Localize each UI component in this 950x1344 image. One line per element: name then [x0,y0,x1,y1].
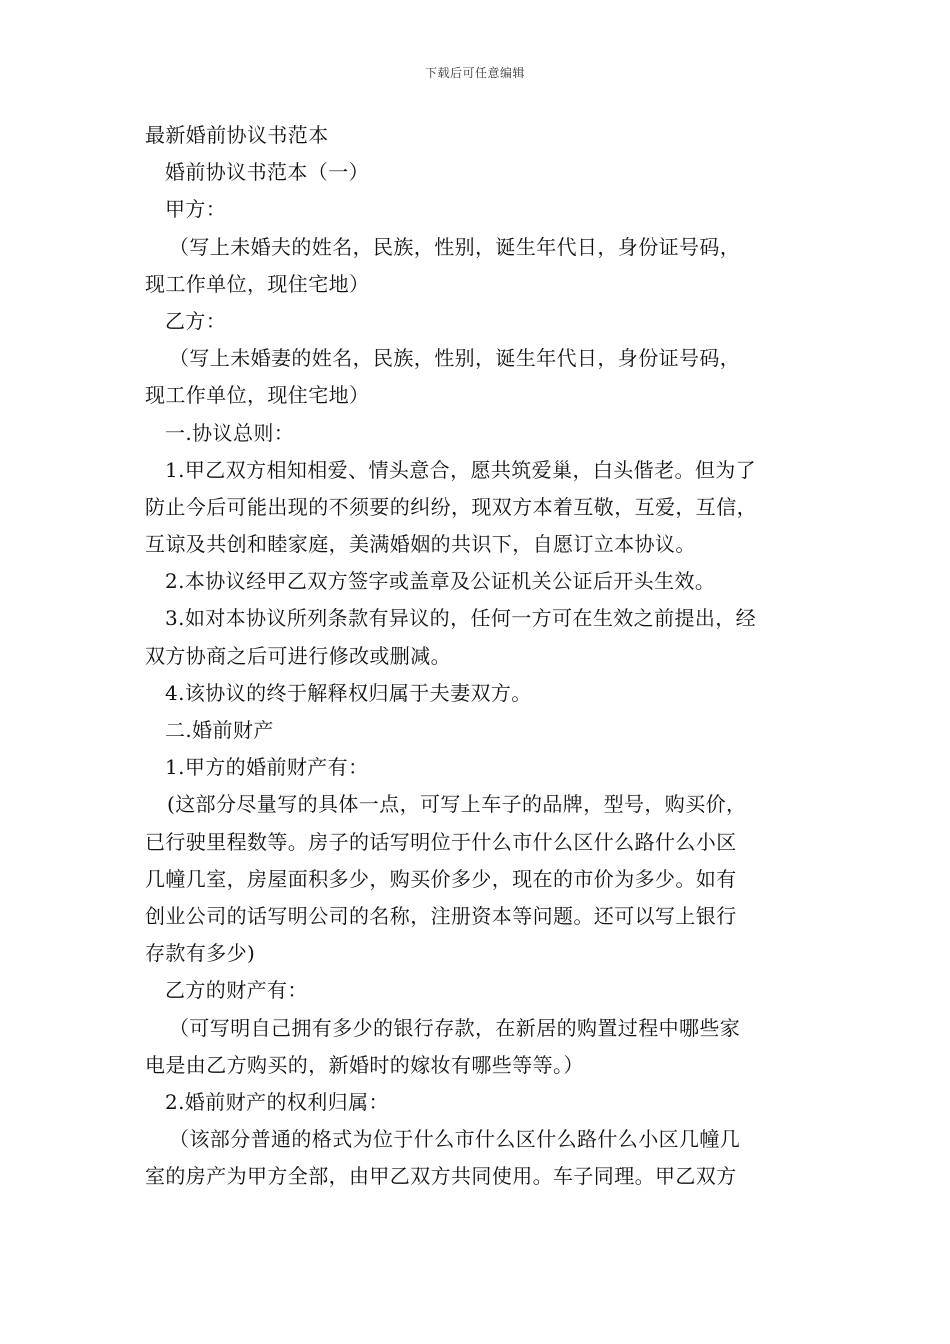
text-line: （该部分普通的格式为位于什么市什么区什么路什么小区几幢几 [169,1127,741,1152]
text-line: 乙方的财产有： [165,978,308,1003]
page-header: 下载后可任意编辑 [424,66,525,80]
text-line: （可写明自己拥有多少的银行存款，在新居的购置过程中哪些家 [169,1015,741,1040]
document-body [145,117,825,1195]
text-line: 1.甲乙双方相知相爱、情头意合，愿共筑爱巢，白头偕老。但为了 [165,457,757,482]
text-line: 2.婚前财产的权利归属： [165,1089,389,1114]
paragraph-lines [145,154,825,1195]
text-line: 现工作单位，现住宅地） [145,383,370,408]
text-line: 二.婚前财产 [165,718,274,742]
text-line: 一.协议总则： [165,420,295,445]
text-line: 1.甲方的婚前财产有： [165,755,369,780]
text-line: （写上未婚夫的姓名，民族，性别，诞生年代日，身份证号码， [169,234,741,259]
text-line: 室的房产为甲方全部，由甲乙双方共同使用。车子同理。甲乙双方 [145,1164,737,1189]
text-line: 互谅及共创和睦家庭，美满婚姻的共识下，自愿订立本协议。 [145,532,696,557]
text-line: 存款有多少) [145,941,256,966]
text-line: 3.如对本协议所列条款有异议的，任何一方可在生效之前提出，经 [165,606,757,631]
document-title: 最新婚前协议书范本 [145,123,329,147]
text-line: 甲方： [165,197,227,222]
text-line: 双方协商之后可进行修改或删减。 [145,643,451,668]
text-line: 电是由乙方购买的，新婚时的嫁妆有哪些等等。） [145,1052,584,1077]
text-line: 已行驶里程数等。房子的话写明位于什么市什么区什么路什么小区 [145,829,737,854]
text-line: 2.本协议经甲乙双方签字或盖章及公证机关公证后开头生效。 [165,569,716,594]
text-line: 4.该协议的终于解释权归属于夫妻双方。 [165,680,532,705]
text-line: 创业公司的话写明公司的名称，注册资本等问题。还可以写上银行 [145,903,737,928]
text-line: 几幢几室，房屋面积多少，购买价多少，现在的市价为多少。如有 [145,866,737,891]
text-line: 乙方： [165,308,227,333]
text-line: 现工作单位，现住宅地） [145,271,370,296]
text-line: （写上未婚妻的姓名，民族，性别，诞生年代日，身份证号码， [169,346,741,371]
text-line: 防止今后可能出现的不须要的纠纷，现双方本着互敬，互爱，互信， [145,494,757,519]
text-line: (这部分尽量写的具体一点，可写上车子的品牌，型号，购买价， [167,792,747,817]
text-line: 婚前协议书范本（一） [165,160,369,185]
